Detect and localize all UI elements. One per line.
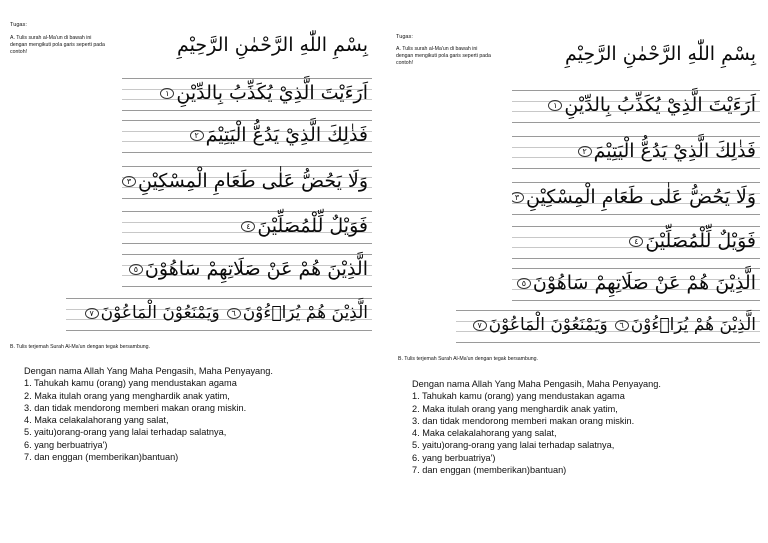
ayah-number-badge: ٣ <box>512 192 524 203</box>
ayah-text: فَذٰلِكَ الَّذِيْ يَدُعُّ الْيَتِيْمَ <box>205 124 368 146</box>
translation-line: 1. Tahukah kamu (orang) yang mendustakan agama <box>412 391 625 402</box>
ayah-line-1 <box>122 74 372 112</box>
translation-line: 3. dan tidak mendorong memberi makan orang miskin. <box>412 415 635 426</box>
ayah-line-5 <box>512 264 760 302</box>
ayah-number-badge: ٥ <box>129 264 143 275</box>
instruction-b: B. Tulis terjemah Surah Al-Ma'un dengan tegak bersambung. <box>10 344 150 350</box>
ayah-line-3 <box>512 178 760 216</box>
ayah-number-badge: ٢ <box>578 146 592 157</box>
ayah-line-2 <box>122 116 372 154</box>
ayah-text: اَرَءَيْتَ الَّذِيْ يُكَذِّبُ بِالدِّيْنِ <box>564 94 756 116</box>
translation-line: 5. yaitu)orang-orang yang lalai terhadap salatnya, <box>412 440 615 451</box>
ayah-line-2 <box>512 132 760 170</box>
ayah-line-4 <box>512 222 760 260</box>
ayah-number-badge: ٣ <box>122 176 136 187</box>
translation-line: 2. Maka itulah orang yang menghardik anak yatim, <box>412 403 618 414</box>
ayah-text: الَّذِيْنَ هُمْ يُرَاۤءُوْنَ <box>630 315 756 335</box>
translation-line: 6. yang berbuatriya') <box>412 452 496 463</box>
ayah-text: وَلَا يَحُضُّ عَلٰى طَعَامِ الْمِسْكِيْنِ <box>138 170 368 192</box>
ayah-text: الَّذِيْنَ هُمْ يُرَاۤءُوْنَ <box>242 303 368 323</box>
ayah-line-4 <box>122 207 372 245</box>
translation-block <box>24 365 273 463</box>
ayah-text: فَذٰلِكَ الَّذِيْ يَدُعُّ الْيَتِيْمَ <box>593 140 756 162</box>
instruction-a: A. Tulis surah al-Ma'un di bawah ini dengan mengikuti pola garis seperti pada contoh! <box>396 46 491 66</box>
bismillah: بِسْمِ اللّٰهِ الرَّحْمٰنِ الرَّحِيْمِ <box>565 43 756 65</box>
ayah-line-1 <box>512 86 760 124</box>
worksheet-right <box>384 0 768 543</box>
ayah-number-badge: ٢ <box>190 130 204 141</box>
ayah-text: وَيَمْنَعُوْنَ الْمَاعُوْنَ <box>100 303 220 323</box>
tugas-label: Tugas: <box>396 34 413 40</box>
bismillah-line <box>150 28 372 62</box>
ayah-number-badge: ١ <box>548 100 562 111</box>
ayah-number-badge: ٥ <box>517 278 531 289</box>
ayah-number-badge: ٦ <box>227 308 241 319</box>
translation-block <box>412 378 661 476</box>
translation-line: 1. Tahukah kamu (orang) yang mendustakan agama <box>24 378 237 389</box>
instruction-b: B. Tulis terjemah Surah Al-Ma'un dengan tegak bersambung. <box>398 356 538 362</box>
translation-line: 6. yang berbuatriya') <box>24 439 108 450</box>
ayah-number-badge: ٤ <box>629 236 643 247</box>
tugas-label: Tugas: <box>10 22 27 28</box>
translation-line: 7. dan enggan (memberikan)bantuan) <box>412 465 567 476</box>
translation-line: 3. dan tidak mendorong memberi makan orang miskin. <box>24 402 247 413</box>
ayah-line-3 <box>122 162 372 200</box>
translation-line: 2. Maka itulah orang yang menghardik anak yatim, <box>24 390 230 401</box>
ayah-text: وَيَمْنَعُوْنَ الْمَاعُوْنَ <box>488 315 608 335</box>
translation-line: Dengan nama Allah Yang Maha Pengasih, Maha Penyayang. <box>412 379 661 389</box>
ayah-text: وَلَا يَحُضُّ عَلٰى طَعَامِ الْمِسْكِيْنِ <box>526 186 756 208</box>
ayah-line-5 <box>122 250 372 288</box>
ayah-number-badge: ١ <box>160 88 174 99</box>
ayah-number-badge: ٧ <box>85 308 99 319</box>
bismillah-line <box>542 36 760 72</box>
ayah-line-6-7 <box>66 294 372 332</box>
ayah-text: الَّذِيْنَ هُمْ عَنْ صَلَاتِهِمْ سَاهُوْنَ <box>144 258 368 280</box>
ayah-number-badge: ٤ <box>241 221 255 232</box>
ayah-number-badge: ٧ <box>473 320 487 331</box>
translation-line: 5. yaitu)orang-orang yang lalai terhadap salatnya, <box>24 427 227 438</box>
translation-line: 4. Maka celakalahorang yang salat, <box>24 415 169 426</box>
ayah-text: اَرَءَيْتَ الَّذِيْ يُكَذِّبُ بِالدِّيْنِ <box>176 82 368 104</box>
translation-line: Dengan nama Allah Yang Maha Pengasih, Maha Penyayang. <box>24 366 273 376</box>
bismillah: بِسْمِ اللّٰهِ الرَّحْمٰنِ الرَّحِيْمِ <box>177 34 368 56</box>
ayah-number-badge: ٦ <box>615 320 629 331</box>
ayah-text: فَوَيْلٌ لِّلْمُصَلِّيْنَ <box>257 215 368 237</box>
ayah-text: فَوَيْلٌ لِّلْمُصَلِّيْنَ <box>645 230 756 252</box>
ayah-line-6-7 <box>456 306 760 344</box>
ayah-text: الَّذِيْنَ هُمْ عَنْ صَلَاتِهِمْ سَاهُوْنَ <box>532 272 756 294</box>
translation-line: 4. Maka celakalahorang yang salat, <box>412 428 557 439</box>
instruction-a: A. Tulis surah al-Ma'un di bawah ini dengan mengikuti pola garis seperti pada contoh! <box>10 35 105 55</box>
translation-line: 7. dan enggan (memberikan)bantuan) <box>24 452 179 463</box>
